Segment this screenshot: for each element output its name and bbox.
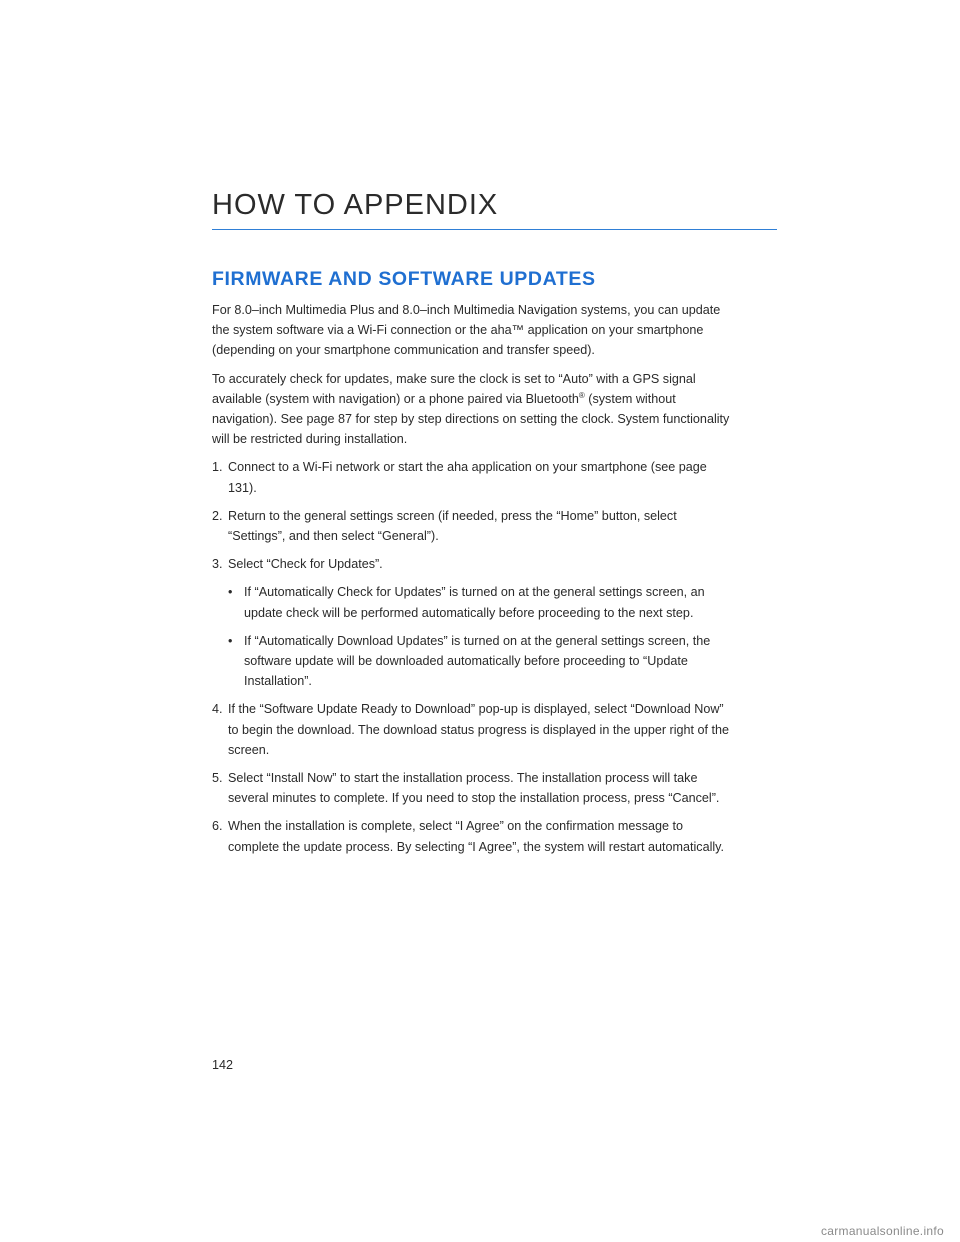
step-text: Return to the general settings screen (if needed, press the “Home” button, select “Settings”, and then select “General”).	[228, 508, 677, 544]
page-number: 142	[212, 1058, 234, 1072]
list-item	[212, 554, 732, 691]
bullet-item	[228, 582, 732, 622]
step-number: 4.	[212, 702, 223, 717]
bullet-glyph: •	[228, 633, 233, 648]
list-item	[212, 768, 732, 808]
header-rule	[212, 229, 777, 230]
clock-paragraph	[212, 369, 732, 450]
bullet-item	[228, 631, 732, 692]
step-text: Connect to a Wi-Fi network or start the aha application on your smartphone (see page 131).	[228, 460, 707, 495]
list-item	[212, 506, 732, 546]
step-text: Select “Check for Updates”.	[228, 557, 383, 572]
watermark: carmanualsonline.info	[820, 1224, 944, 1238]
section-title: FIRMWARE AND SOFTWARE UPDATES	[212, 268, 596, 290]
step-number: 1.	[212, 460, 223, 475]
step-text: Select “Install Now” to start the installation process. The installation process will take several minutes to complete. If you need to stop the installation process, press “Cancel”.	[228, 771, 720, 806]
bullet-text: If “Automatically Download Updates” is turned on at the general settings screen, the software update will be downloaded automatically before proceeding to “Update Installation”.	[244, 633, 711, 689]
list-item	[212, 699, 732, 760]
chapter-title: HOW TO APPENDIX	[212, 189, 499, 221]
list-item	[212, 457, 732, 497]
clock-paragraph-text: To accurately check for updates, make sure the clock is set to “Auto” with a GPS signal available (system with navigation) or a phone paired via Bluetooth	[212, 371, 696, 406]
bullet-text: If “Automatically Check for Updates” is turned on at the general settings screen, an update check will be performed automatically before proceeding to the next step.	[244, 585, 705, 620]
body-text	[212, 300, 732, 865]
step3-bullets	[228, 582, 732, 691]
bullet-glyph: •	[228, 585, 233, 600]
step-number: 6.	[212, 819, 223, 834]
registered-mark: ®	[578, 390, 585, 400]
clock-paragraph-text-end: (system without navigation). See page 87 for step by step directions on setting the clock. System functionality will be restricted during installation.	[212, 391, 730, 447]
steps-list	[212, 457, 732, 856]
step-number: 2.	[212, 508, 223, 523]
list-item	[212, 816, 732, 856]
step-number: 3.	[212, 557, 223, 572]
step-number: 5.	[212, 771, 223, 786]
step-text: If the “Software Update Ready to Download” pop-up is displayed, select “Download Now” to begin the download. The download status progress is displayed in the upper right of the screen.	[228, 702, 730, 757]
step-text: When the installation is complete, select “I Agree” on the confirmation message to complete the update process. By selecting “I Agree”, the system will restart automatically.	[228, 819, 725, 854]
intro-paragraph: For 8.0–inch Multimedia Plus and 8.0–inch Multimedia Navigation systems, you can update the system software via a Wi-Fi connection or the aha™ application on your smartphone (depending on your smartphone communication and transfer speed).	[212, 303, 721, 358]
